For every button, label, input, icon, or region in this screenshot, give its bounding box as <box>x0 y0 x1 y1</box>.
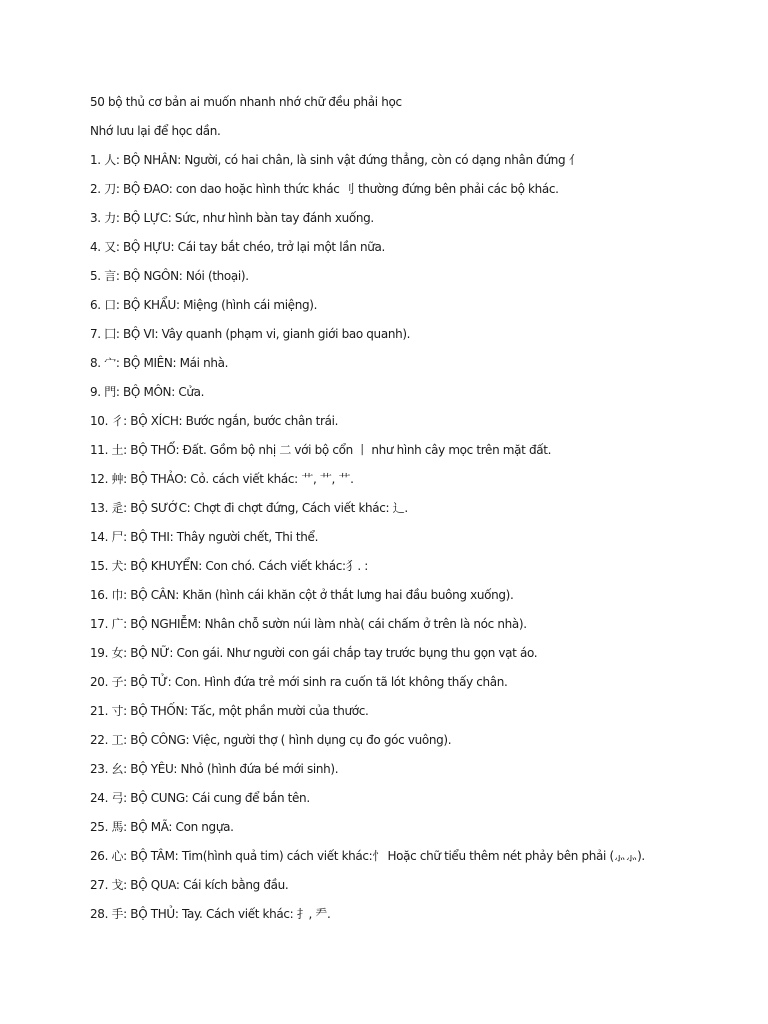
radical-item: 24. 弓: BỘ CUNG: Cái cung để bắn tên. <box>90 791 310 805</box>
radical-item: 3. 力: BỘ LỰC: Sức, như hình bàn tay đánh xuống. <box>90 211 374 225</box>
radical-item: 2. 刀: BỘ ĐAO: con dao hoặc hình thức khác 刂 thường đứng bên phải các bộ khác. <box>90 182 559 196</box>
radical-item: 4. 又: BỘ HỰU: Cái tay bắt chéo, trở lại một lần nữa. <box>90 240 385 254</box>
radical-item: 16. 巾: BỘ CÂN: Khăn (hình cái khăn cột ở thắt lưng hai đầu buông xuống). <box>90 588 514 602</box>
document-title: 50 bộ thủ cơ bản ai muốn nhanh nhớ chữ đều phải học <box>90 95 402 109</box>
radical-item: 26. 心: BỘ TÂM: Tim(hình quả tim) cách viết khác:忄 Hoặc chữ tiểu thêm nét phảy bên phải (⺗⺗). <box>90 849 645 863</box>
radical-item: 5. 言: BỘ NGÔN: Nói (thoại). <box>90 269 249 283</box>
radical-item: 12. 艸: BỘ THẢO: Cỏ. cách viết khác: 艹, 艹, 艹. <box>90 472 354 486</box>
radical-item: 1. 人: BỘ NHÂN: Người, có hai chân, là sinh vật đứng thẳng, còn có dạng nhân đứng 亻 <box>90 153 581 167</box>
radical-item: 28. 手: BỘ THỦ: Tay. Cách viết khác: 扌, 龵. <box>90 907 331 921</box>
radical-item: 17. 广: BỘ NGHIỄM: Nhân chỗ sườn núi làm nhà( cái chấm ở trên là nóc nhà). <box>90 617 527 631</box>
radical-item: 13. 辵: BỘ SƯỚC: Chợt đi chợt đứng, Cách viết khác: 辶. <box>90 501 408 515</box>
radical-item: 7. 囗: BỘ VI: Vây quanh (phạm vi, gianh giới bao quanh). <box>90 327 411 341</box>
radical-item: 10. 彳: BỘ XÍCH: Bước ngắn, bước chân trái. <box>90 414 339 428</box>
radical-item: 6. 口: BỘ KHẨU: Miệng (hình cái miệng). <box>90 298 318 312</box>
radical-item: 8. 宀: BỘ MIÊN: Mái nhà. <box>90 356 229 370</box>
radical-item: 25. 馬: BỘ MÃ: Con ngựa. <box>90 820 234 834</box>
radical-item: 23. 幺: BỘ YÊU: Nhỏ (hình đứa bé mới sinh). <box>90 762 339 776</box>
radical-item: 20. 子: BỘ TỬ: Con. Hình đứa trẻ mới sinh ra cuốn tã lót không thấy chân. <box>90 675 508 689</box>
radical-item: 9. 門: BỘ MÔN: Cửa. <box>90 385 205 399</box>
radical-item: 11. 土: BỘ THỔ: Đất. Gồm bộ nhị 二 với bộ cổn 丨 như hình cây mọc trên mặt đất. <box>90 443 552 457</box>
document-note: Nhớ lưu lại để học dần. <box>90 124 221 138</box>
radical-item: 27. 戈: BỘ QUA: Cái kích bằng đầu. <box>90 878 289 892</box>
radical-item: 19. 女: BỘ NỮ: Con gái. Như người con gái chắp tay trước bụng thu gọn vạt áo. <box>90 646 538 660</box>
document-body <box>90 93 750 934</box>
radical-item: 21. 寸: BỘ THỐN: Tấc, một phần mười của thước. <box>90 704 369 718</box>
radical-item: 14. 尸: BỘ THI: Thây người chết, Thi thể. <box>90 530 319 544</box>
radical-item: 22. 工: BỘ CÔNG: Việc, người thợ ( hình dụng cụ đo góc vuông). <box>90 733 452 747</box>
radical-item: 15. 犬: BỘ KHUYỂN: Con chó. Cách viết khác:犭. : <box>90 559 368 573</box>
